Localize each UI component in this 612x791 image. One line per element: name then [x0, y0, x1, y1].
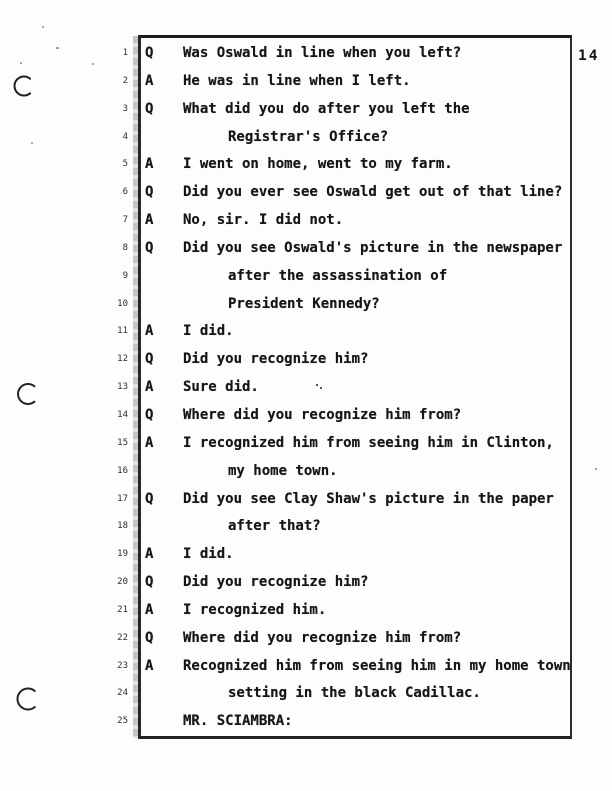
line-number: 11 [117, 326, 128, 337]
line-text: after that? [228, 518, 321, 535]
line-number: 8 [122, 242, 128, 253]
transcript-line [100, 659, 572, 687]
speaker-label: A [145, 657, 154, 674]
speaker-label: Q [145, 100, 154, 117]
scan-speckle [42, 26, 44, 28]
line-number: 25 [117, 716, 128, 727]
scan-speckle [92, 63, 94, 65]
line-number: 3 [122, 103, 128, 114]
line-number: 23 [117, 660, 128, 671]
speaker-label: A [145, 212, 154, 229]
line-number: 13 [117, 382, 128, 393]
line-text: Where did you recognize him from? [183, 629, 462, 646]
speaker-label: A [145, 601, 154, 618]
line-text: MR. SCIAMBRA: [183, 713, 293, 730]
line-number: 12 [117, 354, 128, 365]
transcript-line [100, 185, 572, 213]
speaker-label: Q [145, 406, 154, 423]
line-text: Did you see Oswald's picture in the newspaper [183, 239, 563, 256]
line-text: my home town. [228, 462, 338, 479]
line-text: Did you recognize him? [183, 351, 369, 368]
speaker-label: Q [145, 239, 154, 256]
transcript-line [100, 324, 572, 352]
line-text: President Kennedy? [228, 295, 380, 312]
line-number: 9 [122, 270, 128, 281]
speaker-label: A [145, 379, 154, 396]
line-number: 4 [122, 131, 128, 142]
line-number: 1 [122, 48, 128, 58]
transcript-line [100, 519, 572, 547]
line-number: 18 [117, 521, 128, 532]
transcript-line [100, 352, 572, 380]
speaker-label: Q [145, 351, 154, 368]
transcript-line [100, 46, 572, 74]
line-text: Did you recognize him? [183, 574, 369, 591]
speaker-label: Q [145, 574, 154, 591]
line-text: I did. [183, 323, 234, 340]
speaker-label: Q [145, 45, 154, 61]
transcript-line [100, 102, 572, 130]
punch-hole-icon [17, 688, 34, 709]
line-text: Recognized him from seeing him in my home town [183, 657, 571, 674]
line-text: What did you do after you left the [183, 100, 470, 117]
speaker-label: Q [145, 629, 154, 646]
line-text: Did you ever see Oswald get out of that line? [183, 184, 563, 201]
line-text: Did you see Clay Shaw's picture in the paper [183, 490, 554, 507]
line-number: 20 [117, 577, 128, 588]
line-text: I recognized him. [183, 601, 327, 618]
line-text: I recognized him from seeing him in Clinton, [183, 434, 554, 451]
line-text: Registrar's Office? [228, 128, 389, 145]
line-text: I did. [183, 546, 234, 563]
line-number: 22 [117, 632, 128, 643]
transcript-line [100, 492, 572, 520]
speaker-label: A [145, 546, 154, 563]
transcript-line [100, 74, 572, 102]
transcript-rows [100, 46, 572, 742]
transcript-line [100, 686, 572, 714]
line-text: He was in line when I left. [183, 72, 411, 89]
line-text: Was Oswald in line when you left? [183, 45, 462, 61]
line-number: 15 [117, 437, 128, 448]
transcript-line [100, 297, 572, 325]
scan-speckle [20, 62, 22, 64]
line-number: 17 [117, 493, 128, 504]
line-text: No, sir. I did not. [183, 212, 344, 229]
transcript-line [100, 241, 572, 269]
line-number: 14 [117, 409, 128, 420]
line-text: Where did you recognize him from? [183, 406, 462, 423]
transcript-line [100, 631, 572, 659]
transcript-line [100, 157, 572, 185]
line-number: 19 [117, 549, 128, 560]
scan-speckle [595, 468, 597, 470]
transcript-line [100, 380, 572, 408]
page-number: 14 [578, 48, 600, 64]
speaker-label: A [145, 434, 154, 451]
line-number: 24 [117, 688, 128, 699]
transcript-line [100, 464, 572, 492]
scan-speckle [56, 47, 59, 49]
punch-hole-icon [15, 77, 31, 96]
transcript-line [100, 603, 572, 631]
speaker-label: Q [145, 184, 154, 201]
transcript-line [100, 575, 572, 603]
transcript-line [100, 130, 572, 158]
speaker-label: A [145, 156, 154, 173]
line-text: I went on home, went to my farm. [183, 156, 453, 173]
punch-hole-icon [18, 384, 34, 404]
speaker-label: A [145, 323, 154, 340]
speaker-label: Q [145, 490, 154, 507]
line-text: Sure did. [183, 379, 259, 396]
line-text: after the assassination of [228, 267, 448, 284]
line-number: 16 [117, 465, 128, 476]
scan-speckle [31, 142, 33, 144]
line-number: 7 [122, 215, 128, 226]
line-number: 10 [117, 298, 128, 309]
transcript-line [100, 436, 572, 464]
line-number: 6 [122, 187, 128, 198]
line-number: 21 [117, 604, 128, 615]
transcript-line [100, 213, 572, 241]
speaker-label: A [145, 72, 154, 89]
transcript-line [100, 269, 572, 297]
line-number: 2 [122, 75, 128, 86]
transcript-line [100, 547, 572, 575]
transcript-line [100, 408, 572, 436]
transcript-line [100, 714, 572, 742]
line-text: setting in the black Cadillac. [228, 685, 481, 702]
line-number: 5 [122, 159, 128, 170]
